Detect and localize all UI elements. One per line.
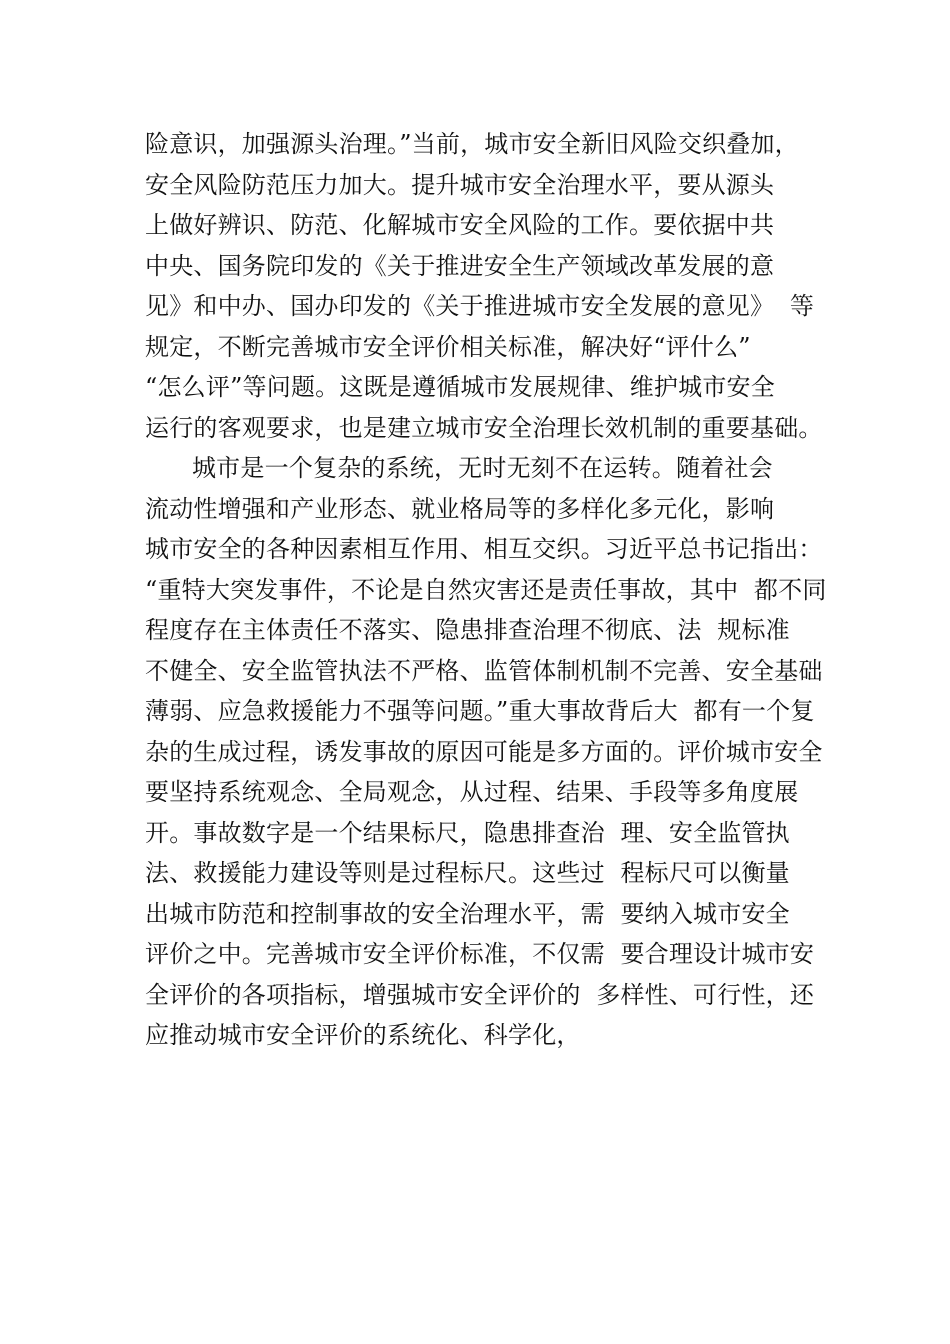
text-line: “怎么评”等问题。这既是遵循城市发展规律、维护城市安全 [145, 373, 775, 401]
text-line: 安全风险防范压力加大。提升城市安全治理水平，要从源头 [145, 170, 775, 199]
text-line: 全评价的各项指标，增强城市安全评价的 多样性、可行性，还 [145, 980, 815, 1009]
body-text [145, 124, 845, 1056]
text-line: 法、救援能力建设等则是过程标尺。这些过 程标尺可以衡量 [145, 859, 790, 887]
text-line: 杂的生成过程，诱发事故的原因可能是多方面的。评价城市安全 [145, 737, 823, 766]
text-line: 见》和中办、国办印发的《关于推进城市安全发展的意见》 等 [145, 292, 815, 320]
text-line: 要坚持系统观念、全局观念，从过程、结果、手段等多角度展 [145, 778, 799, 806]
text-line: 评价之中。完善城市安全评价标准，不仅需 要合理设计城市安 [145, 940, 815, 968]
text-line: 薄弱、应急救援能力不强等问题。”重大事故背后大 都有一个复 [145, 697, 815, 725]
text-line: 运行的客观要求，也是建立城市安全治理长效机制的重要基础。 [145, 413, 823, 442]
text-line: 城市安全的各种因素相互作用、相互交织。习近平总书记指出： [145, 535, 823, 563]
text-line: 程度存在主体责任不落实、隐患排查治理不彻底、法 规标准 [145, 616, 790, 644]
text-line: 流动性增强和产业形态、就业格局等的多样化多元化，影响 [145, 494, 775, 523]
text-line: 上做好辨识、防范、化解城市安全风险的工作。要依据中共 [145, 211, 775, 239]
text-line: 开。事故数字是一个结果标尺，隐患排查治 理、安全监管执 [145, 818, 790, 847]
text-line: 险意识，加强源头治理。”当前，城市安全新旧风险交织叠加， [145, 130, 799, 158]
text-line: 不健全、安全监管执法不严格、监管体制机制不完善、安全基础 [145, 656, 823, 685]
text-line: 中央、国务院印发的《关于推进安全生产领域改革发展的意 [145, 251, 775, 280]
text-line: 应推动城市安全评价的系统化、科学化， [145, 1021, 581, 1049]
text-line: 规定，不断完善城市安全评价相关标准，解决好“评什么” [145, 332, 751, 361]
text-line: 城市是一个复杂的系统，无时无刻不在运转。随着社会 [145, 454, 773, 482]
text-line: “重特大突发事件，不论是自然灾害还是责任事故，其中 都不同 [145, 575, 827, 604]
text-line: 出城市防范和控制事故的安全治理水平，需 要纳入城市安全 [145, 899, 790, 928]
